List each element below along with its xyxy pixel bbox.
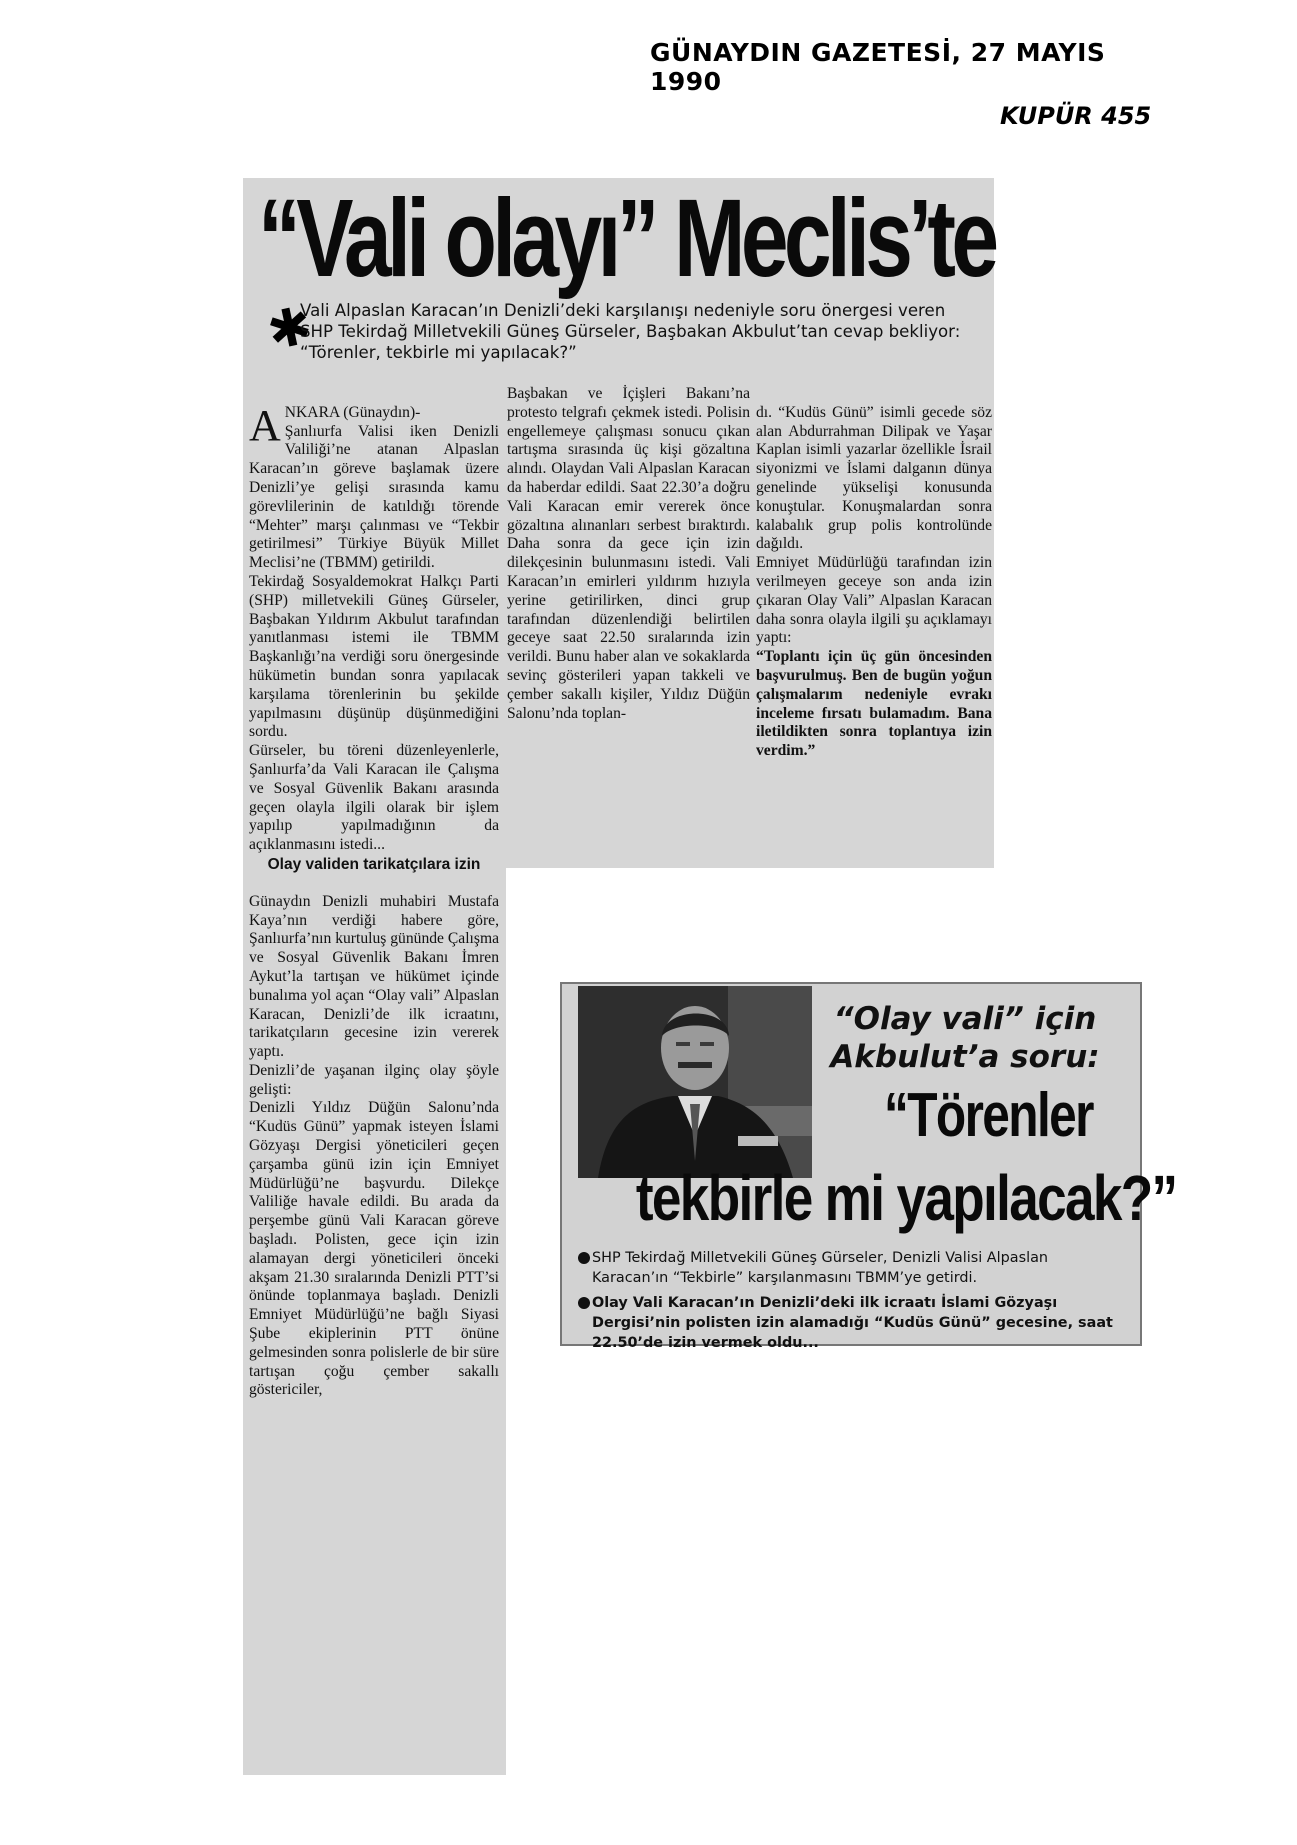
article-headline: “Vali olayı” Meclis’te	[258, 177, 995, 300]
box-bullet-1	[592, 1248, 1127, 1288]
newspaper-source-date: GÜNAYDIN GAZETESİ, 27 MAYIS 1990	[650, 38, 1106, 96]
article-spot: Vali Alpaslan Karacan’ın Denizli’deki karşılanışı nedeniyle soru önergesi veren SHP Tekirdağ Milletvekili Güneş Gürseler, Başbakan Akbulut’tan cevap bekliyor: “Törenler, tekbirle mi yapılacak?”	[300, 301, 961, 362]
bullet-dot-icon	[578, 1252, 590, 1264]
portrait-image	[578, 986, 812, 1178]
star-bullet-icon: ✱	[262, 295, 318, 363]
box-headline-line-2: tekbirle mi yapılacak?”	[635, 1162, 1177, 1234]
clipping-number: KUPÜR 455	[1000, 102, 1152, 130]
box-bullet-1-text: SHP Tekirdağ Milletvekili Güneş Gürseler, Denizli Valisi Alpaslan Karacan’ın “Tekbirle” karşılanmasını TBMM’ye getirdi.	[592, 1250, 1049, 1286]
box-title	[795, 1000, 1135, 1076]
box-headline-line-1: “Törenler	[884, 1081, 1093, 1150]
governor-photo	[578, 986, 812, 1178]
governor-quote: “Toplantı için üç gün öncesinden başvurulmuş. Ben de bugün yoğun çalışmalarım nedeniyle evrakı inceleme fırsatı bulamadım. Bana iletildikten sonra toplantıya izin verdim.”	[756, 648, 992, 760]
box-bullet-2	[592, 1293, 1127, 1353]
column-3-body: dı. “Kudüs Günü” isimli gecede söz alan Abdurrahman Dilipak ve Yaşar Kaplan isimli yazarlar özellikle İsrail siyonizmi ve İslami dalganın dünya genelinde yükselişi konusunda konuştular. Konuşmalardan sonra kalabalık grup polis kontrolünde dağıldı. Emniyet Müdürlüğü tarafından izin verilmeyen geceye son anda izin çıkaran Olay Vali” Alpaslan Karacan daha sonra olayla ilgili şu açıklamayı yaptı:	[756, 403, 992, 647]
bullet-dot-icon	[578, 1297, 590, 1309]
article-column-1	[249, 385, 499, 1419]
box-bullet-2-text: Olay Vali Karacan’ın Denizli’deki ilk icraatı İslami Gözyaşı Dergisi’nin polisten izin alamadığı “Kudüs Günü” gecesine, saat 22.50’de izin vermek oldu...	[592, 1295, 1113, 1351]
column-1-continued: Günaydın Denizli muhabiri Mustafa Kaya’nın verdiği habere göre, Şanlıurfa’nın kurtuluş gününde Çalışma ve Sosyal Güvenlik Bakanı İmren Aykut’la tartışan ve hükümet içinde bunalıma yol açan “Olay vali” Alpaslan Karacan, Denizli’de ilk icraatını, tarikatçıların gecesine izin vererek yaptı. Denizli’de yaşanan ilginç olay şöyle gelişti: Denizli Yıldız Düğün Salonu’nda “Kudüs Günü” yapmak isteyen İslami Gözyaşı Dergisi yöneticileri geçen çarşamba günü izin için Emniyet Müdürlüğü’ne başvurdu. Dilekçe Valiliğe havale edildi. Bu arada da perşembe günü Vali Karacan göreve başladı. Polisten, gece için izin alamayan dergi yöneticileri önceki akşam 21.30 sıralarında Denizli PTT’si önünde toplanmaya başladı. Denizli Emniyet Müdürlüğü’ne bağlı Siyasi Şube ekiplerinin PTT önüne gelmesinden sonra polislerle de bir süre tartışan çoğu çember sakallı göstericiler,	[249, 892, 499, 1399]
box-title-line-2: Akbulut’a soru:	[830, 1039, 1100, 1075]
article-column-3	[756, 385, 992, 780]
drop-cap: A	[249, 400, 281, 450]
column-1-body: NKARA (Günaydın)- Şanlıurfa Valisi iken Denizli Valiliği’ne atanan Alpaslan Karacan’ın göreve başlamak üzere Denizli’ye gelişi sırasında kamu görevlilerinin de katıldığı törende “Mehter” marşı çalınması ve “Tekbir getirilmesi” Türkiye Büyük Millet Meclisi’ne (TBMM) getirildi. Tekirdağ Sosyaldemokrat Halkçı Parti (SHP) milletvekili Güneş Gürseler, Başbakan Yıldırım Akbulut tarafından yanıtlanması istemi ile TBMM Başkanlığı’na verdiği soru önergesinde hükümetin bundan sonra yapılacak karşılama törenlerinin bu şekilde yapılmasını düşünüp düşünmediğini sordu. Gürseler, bu töreni düzenleyenlerle, Şanlıurfa’da Vali Karacan ile Çalışma ve Sosyal Güvenlik Bakanı arasında geçen olayla ilgili olarak bir işlem yapılıp yapılmadığının da açıklanmasını istedi...	[249, 403, 499, 854]
article-column-2: Başbakan ve İçişleri Bakanı’na protesto telgrafı çekmek istedi. Polisin engellemeye çalışması sonucu çıkan tartışma sırasında üç kişi gözaltına alındı. Olaydan Vali Alpaslan Karacan da haberdar edildi. Saat 22.30’a doğru Vali Karacan emir vererek önce gözaltına alınanları serbest bıraktırdı. Daha sonra da gece için izin dilekçesinin bulunmasını istedi. Vali Karacan’ın emirleri yıldırım hızıyla yerine getirilirken, dinci grup tarafından düzenlendiği belirtilen geceye saat 22.50 sıralarında izin verildi. Bunu haber alan ve sokaklarda sevinç gösterileri yapan takkeli ve çember sakallı kişiler, Yıldız Düğün Salonu’nda toplan-	[507, 385, 750, 722]
box-title-line-1: “Olay vali” için	[833, 1001, 1097, 1037]
article-subhead: Olay validen tarikatçılara izin	[267, 855, 481, 873]
